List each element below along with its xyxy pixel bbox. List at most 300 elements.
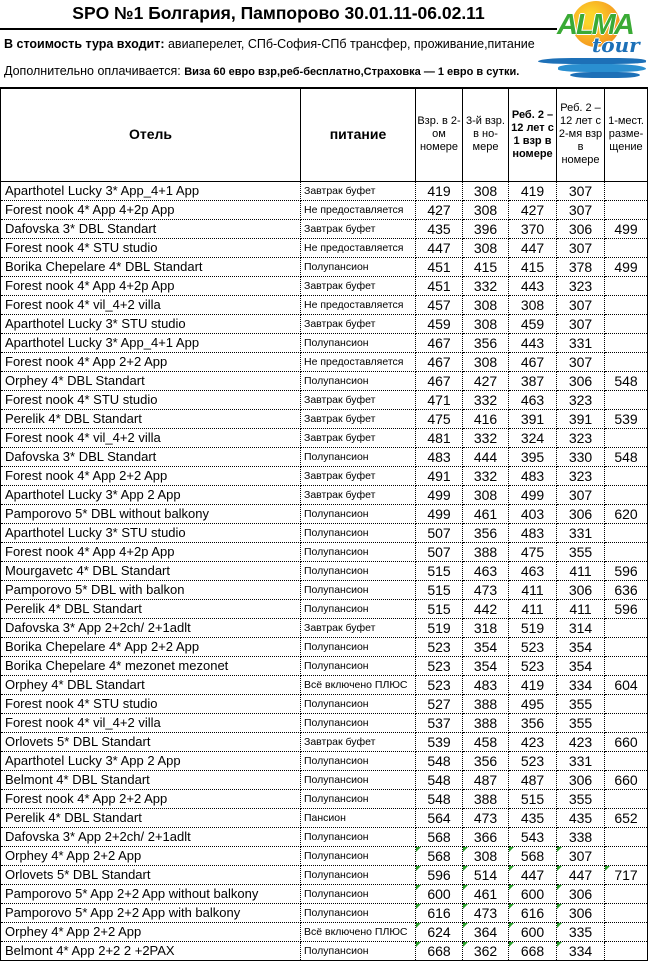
price-child-2adults-cell: 306 bbox=[557, 903, 605, 922]
hotel-cell: Forest nook 4* STU studio bbox=[1, 238, 301, 257]
price-single-cell: 596 bbox=[605, 599, 648, 618]
price-child-1adult-cell: 447 bbox=[509, 865, 557, 884]
hotel-cell: Borika Chepelare 4* DBL Standart bbox=[1, 257, 301, 276]
price-adult-double-cell: 427 bbox=[416, 200, 463, 219]
price-adult-double-cell: 419 bbox=[416, 181, 463, 200]
price-single-cell bbox=[605, 352, 648, 371]
price-child-1adult-cell: 324 bbox=[509, 428, 557, 447]
price-single-cell: 499 bbox=[605, 219, 648, 238]
table-row bbox=[1, 295, 648, 314]
hotel-cell: Forest nook 4* App 4+2p App bbox=[1, 276, 301, 295]
price-child-2adults-cell: 307 bbox=[557, 846, 605, 865]
green-triangle-indicator bbox=[416, 942, 421, 947]
table-row bbox=[1, 637, 648, 656]
hotel-cell: Aparthotel Lucky 3* STU studio bbox=[1, 523, 301, 542]
price-adult-double-cell: 507 bbox=[416, 523, 463, 542]
table-row bbox=[1, 827, 648, 846]
price-single-cell bbox=[605, 428, 648, 447]
price-child-2adults-cell: 391 bbox=[557, 409, 605, 428]
green-triangle-indicator bbox=[416, 923, 421, 928]
price-third-adult-cell: 308 bbox=[463, 238, 509, 257]
price-child-2adults-cell: 378 bbox=[557, 257, 605, 276]
meal-cell: Полупансион bbox=[301, 447, 416, 466]
price-child-1adult-cell: 443 bbox=[509, 276, 557, 295]
meal-cell: Полупансион bbox=[301, 561, 416, 580]
price-child-1adult-cell: 463 bbox=[509, 561, 557, 580]
green-triangle-indicator bbox=[557, 923, 562, 928]
price-third-adult-cell: 388 bbox=[463, 694, 509, 713]
meal-cell: Полупансион bbox=[301, 542, 416, 561]
col-header-child-with-2-adults: Реб. 2 – 12 лет с 2-мя взр в номере bbox=[557, 88, 605, 181]
price-third-adult-cell: 416 bbox=[463, 409, 509, 428]
price-single-cell: 660 bbox=[605, 770, 648, 789]
price-child-2adults-cell: 355 bbox=[557, 694, 605, 713]
hotel-cell: Forest nook 4* App 2+2 App bbox=[1, 789, 301, 808]
price-adult-double-cell: 616 bbox=[416, 903, 463, 922]
hotel-cell: Dafovska 3* App 2+2ch/ 2+1adlt bbox=[1, 618, 301, 637]
table-row bbox=[1, 200, 648, 219]
hotel-cell: Pamporovo 5* App 2+2 App without balkony bbox=[1, 884, 301, 903]
green-triangle-indicator bbox=[416, 866, 421, 871]
price-child-1adult-cell: 356 bbox=[509, 713, 557, 732]
price-third-adult-cell: 444 bbox=[463, 447, 509, 466]
table-row bbox=[1, 542, 648, 561]
price-third-adult-cell: 308 bbox=[463, 352, 509, 371]
price-adult-double-cell: 515 bbox=[416, 599, 463, 618]
hotel-cell: Forest nook 4* STU studio bbox=[1, 694, 301, 713]
price-third-adult-cell: 415 bbox=[463, 257, 509, 276]
price-adult-double-cell: 507 bbox=[416, 542, 463, 561]
price-child-2adults-cell: 314 bbox=[557, 618, 605, 637]
green-triangle-indicator bbox=[416, 904, 421, 909]
price-child-2adults-cell: 355 bbox=[557, 713, 605, 732]
price-single-cell: 620 bbox=[605, 504, 648, 523]
price-child-1adult-cell: 495 bbox=[509, 694, 557, 713]
price-single-cell bbox=[605, 903, 648, 922]
price-child-1adult-cell: 483 bbox=[509, 466, 557, 485]
price-child-1adult-cell: 395 bbox=[509, 447, 557, 466]
price-child-1adult-cell: 370 bbox=[509, 219, 557, 238]
includes-line bbox=[4, 37, 649, 51]
price-child-2adults-cell: 411 bbox=[557, 599, 605, 618]
meal-cell: Всё включено ПЛЮС bbox=[301, 922, 416, 941]
price-child-2adults-cell: 307 bbox=[557, 352, 605, 371]
price-adult-double-cell: 527 bbox=[416, 694, 463, 713]
hotel-cell: Forest nook 4* App 2+2 App bbox=[1, 466, 301, 485]
includes-text: авиаперелет, СПб-София-СПб трансфер, проживание,питание bbox=[167, 37, 535, 51]
price-child-1adult-cell: 415 bbox=[509, 257, 557, 276]
price-child-1adult-cell: 475 bbox=[509, 542, 557, 561]
meal-cell: Полупансион bbox=[301, 941, 416, 960]
green-triangle-indicator bbox=[463, 923, 468, 928]
col-header-child-with-1-adult: Реб. 2 – 12 лет с 1 взр в номере bbox=[509, 88, 557, 181]
price-third-adult-cell: 332 bbox=[463, 428, 509, 447]
price-child-1adult-cell: 308 bbox=[509, 295, 557, 314]
price-third-adult-cell: 362 bbox=[463, 941, 509, 960]
green-triangle-indicator bbox=[509, 866, 514, 871]
meal-cell: Завтрак буфет bbox=[301, 732, 416, 751]
price-adult-double-cell: 467 bbox=[416, 352, 463, 371]
green-triangle-indicator bbox=[557, 904, 562, 909]
price-adult-double-cell: 499 bbox=[416, 504, 463, 523]
price-child-1adult-cell: 411 bbox=[509, 599, 557, 618]
price-single-cell bbox=[605, 694, 648, 713]
meal-cell: Пансион bbox=[301, 808, 416, 827]
col-header-meal: питание bbox=[301, 88, 416, 181]
price-child-2adults-cell: 447 bbox=[557, 865, 605, 884]
price-child-2adults-cell: 307 bbox=[557, 200, 605, 219]
table-row bbox=[1, 181, 648, 200]
table-row bbox=[1, 466, 648, 485]
hotel-cell: Forest nook 4* vil_4+2 villa bbox=[1, 428, 301, 447]
price-adult-double-cell: 668 bbox=[416, 941, 463, 960]
price-adult-double-cell: 475 bbox=[416, 409, 463, 428]
price-adult-double-cell: 548 bbox=[416, 770, 463, 789]
hotel-cell: Forest nook 4* STU studio bbox=[1, 390, 301, 409]
price-adult-double-cell: 451 bbox=[416, 276, 463, 295]
price-adult-double-cell: 519 bbox=[416, 618, 463, 637]
hotel-cell: Orlovets 5* DBL Standart bbox=[1, 865, 301, 884]
price-adult-double-cell: 467 bbox=[416, 333, 463, 352]
meal-cell: Полупансион bbox=[301, 884, 416, 903]
hotel-cell: Dafovska 3* App 2+2ch/ 2+1adlt bbox=[1, 827, 301, 846]
meal-cell: Полупансион bbox=[301, 333, 416, 352]
price-single-cell bbox=[605, 884, 648, 903]
hotel-cell: Pamporovo 5* DBL with balkon bbox=[1, 580, 301, 599]
price-adult-double-cell: 451 bbox=[416, 257, 463, 276]
price-child-1adult-cell: 543 bbox=[509, 827, 557, 846]
price-adult-double-cell: 483 bbox=[416, 447, 463, 466]
price-single-cell bbox=[605, 846, 648, 865]
meal-cell: Завтрак буфет bbox=[301, 314, 416, 333]
price-single-cell bbox=[605, 922, 648, 941]
price-child-1adult-cell: 463 bbox=[509, 390, 557, 409]
price-third-adult-cell: 308 bbox=[463, 846, 509, 865]
table-row bbox=[1, 865, 648, 884]
price-child-2adults-cell: 330 bbox=[557, 447, 605, 466]
meal-cell: Полупансион bbox=[301, 865, 416, 884]
price-adult-double-cell: 600 bbox=[416, 884, 463, 903]
price-child-2adults-cell: 331 bbox=[557, 751, 605, 770]
green-triangle-indicator bbox=[557, 847, 562, 852]
price-child-1adult-cell: 600 bbox=[509, 922, 557, 941]
hotel-cell: Belmont 4* App 2+2 2 +2PAX bbox=[1, 941, 301, 960]
meal-cell: Полупансион bbox=[301, 751, 416, 770]
price-third-adult-cell: 332 bbox=[463, 466, 509, 485]
meal-cell: Завтрак буфет bbox=[301, 618, 416, 637]
price-adult-double-cell: 467 bbox=[416, 371, 463, 390]
hotel-cell: Borika Chepelare 4* App 2+2 App bbox=[1, 637, 301, 656]
price-adult-double-cell: 624 bbox=[416, 922, 463, 941]
price-single-cell bbox=[605, 485, 648, 504]
price-adult-double-cell: 459 bbox=[416, 314, 463, 333]
price-single-cell bbox=[605, 637, 648, 656]
price-third-adult-cell: 332 bbox=[463, 276, 509, 295]
price-single-cell bbox=[605, 542, 648, 561]
meal-cell: Полупансион bbox=[301, 713, 416, 732]
hotel-cell: Orphey 4* DBL Standart bbox=[1, 371, 301, 390]
green-triangle-indicator bbox=[557, 942, 562, 947]
table-row bbox=[1, 561, 648, 580]
price-adult-double-cell: 523 bbox=[416, 637, 463, 656]
table-header-row bbox=[1, 88, 648, 181]
col-header-third-adult: 3-й взр. в но-мере bbox=[463, 88, 509, 181]
price-child-1adult-cell: 419 bbox=[509, 181, 557, 200]
price-child-1adult-cell: 668 bbox=[509, 941, 557, 960]
logo-brand-text: ALMA bbox=[557, 9, 633, 41]
table-row bbox=[1, 314, 648, 333]
price-child-2adults-cell: 423 bbox=[557, 732, 605, 751]
price-third-adult-cell: 354 bbox=[463, 637, 509, 656]
price-child-1adult-cell: 411 bbox=[509, 580, 557, 599]
hotel-cell: Aparthotel Lucky 3* App_4+1 App bbox=[1, 181, 301, 200]
price-third-adult-cell: 354 bbox=[463, 656, 509, 675]
table-row bbox=[1, 599, 648, 618]
table-row bbox=[1, 846, 648, 865]
price-child-2adults-cell: 354 bbox=[557, 656, 605, 675]
price-third-adult-cell: 514 bbox=[463, 865, 509, 884]
table-row bbox=[1, 276, 648, 295]
price-adult-double-cell: 471 bbox=[416, 390, 463, 409]
hotel-cell: Forest nook 4* App 4+2p App bbox=[1, 542, 301, 561]
price-adult-double-cell: 481 bbox=[416, 428, 463, 447]
price-third-adult-cell: 308 bbox=[463, 295, 509, 314]
table-row bbox=[1, 238, 648, 257]
meal-cell: Полупансион bbox=[301, 903, 416, 922]
price-single-cell bbox=[605, 941, 648, 960]
table-row bbox=[1, 618, 648, 637]
hotel-cell: Perelik 4* DBL Standart bbox=[1, 599, 301, 618]
price-third-adult-cell: 461 bbox=[463, 884, 509, 903]
table-row bbox=[1, 732, 648, 751]
table-row bbox=[1, 713, 648, 732]
meal-cell: Полупансион bbox=[301, 523, 416, 542]
price-single-cell: 548 bbox=[605, 371, 648, 390]
price-third-adult-cell: 318 bbox=[463, 618, 509, 637]
price-child-2adults-cell: 338 bbox=[557, 827, 605, 846]
meal-cell: Полупансион bbox=[301, 846, 416, 865]
green-triangle-indicator bbox=[509, 885, 514, 890]
hotel-cell: Forest nook 4* App 2+2 App bbox=[1, 352, 301, 371]
hotel-cell: Forest nook 4* vil_4+2 villa bbox=[1, 295, 301, 314]
price-child-2adults-cell: 306 bbox=[557, 504, 605, 523]
price-single-cell bbox=[605, 314, 648, 333]
price-single-cell: 652 bbox=[605, 808, 648, 827]
meal-cell: Не предоставляется bbox=[301, 238, 416, 257]
price-child-2adults-cell: 331 bbox=[557, 523, 605, 542]
meal-cell: Полупансион bbox=[301, 580, 416, 599]
price-single-cell bbox=[605, 333, 648, 352]
price-adult-double-cell: 568 bbox=[416, 846, 463, 865]
price-single-cell: 660 bbox=[605, 732, 648, 751]
hotel-cell: Mourgavetc 4* DBL Standart bbox=[1, 561, 301, 580]
green-triangle-indicator bbox=[557, 866, 562, 871]
price-child-1adult-cell: 419 bbox=[509, 675, 557, 694]
green-triangle-indicator bbox=[557, 885, 562, 890]
alma-tour-logo bbox=[556, 1, 648, 79]
price-child-1adult-cell: 427 bbox=[509, 200, 557, 219]
price-child-1adult-cell: 519 bbox=[509, 618, 557, 637]
hotel-cell: Pamporovo 5* App 2+2 App with balkony bbox=[1, 903, 301, 922]
price-child-1adult-cell: 443 bbox=[509, 333, 557, 352]
price-child-1adult-cell: 600 bbox=[509, 884, 557, 903]
green-triangle-indicator bbox=[605, 866, 610, 871]
price-third-adult-cell: 427 bbox=[463, 371, 509, 390]
price-third-adult-cell: 458 bbox=[463, 732, 509, 751]
extra-cost-text: Виза 60 евро взр,реб-бесплатно,Страховка — 1 евро в сутки. bbox=[184, 66, 520, 78]
table-row bbox=[1, 675, 648, 694]
meal-cell: Завтрак буфет bbox=[301, 409, 416, 428]
col-header-hotel: Отель bbox=[1, 88, 301, 181]
price-single-cell bbox=[605, 656, 648, 675]
price-child-1adult-cell: 467 bbox=[509, 352, 557, 371]
price-single-cell bbox=[605, 390, 648, 409]
price-child-2adults-cell: 323 bbox=[557, 390, 605, 409]
table-row bbox=[1, 751, 648, 770]
meal-cell: Завтрак буфет bbox=[301, 181, 416, 200]
price-adult-double-cell: 515 bbox=[416, 580, 463, 599]
table-row bbox=[1, 409, 648, 428]
price-single-cell bbox=[605, 827, 648, 846]
price-child-2adults-cell: 335 bbox=[557, 922, 605, 941]
price-table bbox=[0, 87, 648, 961]
price-third-adult-cell: 473 bbox=[463, 580, 509, 599]
price-child-2adults-cell: 306 bbox=[557, 219, 605, 238]
meal-cell: Полупансион bbox=[301, 504, 416, 523]
price-single-cell: 548 bbox=[605, 447, 648, 466]
hotel-cell: Dafovska 3* DBL Standart bbox=[1, 219, 301, 238]
table-row bbox=[1, 922, 648, 941]
green-triangle-indicator bbox=[463, 866, 468, 871]
includes-label: В стоимость тура входит: bbox=[4, 37, 165, 51]
meal-cell: Полупансион bbox=[301, 637, 416, 656]
table-row bbox=[1, 485, 648, 504]
price-single-cell bbox=[605, 789, 648, 808]
price-child-2adults-cell: 435 bbox=[557, 808, 605, 827]
price-child-1adult-cell: 387 bbox=[509, 371, 557, 390]
price-third-adult-cell: 473 bbox=[463, 903, 509, 922]
meal-cell: Не предоставляется bbox=[301, 200, 416, 219]
price-adult-double-cell: 537 bbox=[416, 713, 463, 732]
table-row bbox=[1, 352, 648, 371]
green-triangle-indicator bbox=[509, 942, 514, 947]
green-triangle-indicator bbox=[463, 885, 468, 890]
price-third-adult-cell: 388 bbox=[463, 542, 509, 561]
price-third-adult-cell: 396 bbox=[463, 219, 509, 238]
hotel-cell: Perelik 4* DBL Standart bbox=[1, 409, 301, 428]
hotel-cell: Forest nook 4* vil_4+2 villa bbox=[1, 713, 301, 732]
price-third-adult-cell: 487 bbox=[463, 770, 509, 789]
price-child-2adults-cell: 306 bbox=[557, 884, 605, 903]
hotel-cell: Aparthotel Lucky 3* STU studio bbox=[1, 314, 301, 333]
price-third-adult-cell: 388 bbox=[463, 789, 509, 808]
page-title: SPO №1 Болгария, Пампорово 30.01.11-06.02.11 bbox=[0, 0, 557, 30]
meal-cell: Завтрак буфет bbox=[301, 466, 416, 485]
price-single-cell bbox=[605, 523, 648, 542]
price-table-body bbox=[1, 181, 648, 960]
hotel-cell: Perelik 4* DBL Standart bbox=[1, 808, 301, 827]
price-third-adult-cell: 483 bbox=[463, 675, 509, 694]
price-single-cell bbox=[605, 276, 648, 295]
table-row bbox=[1, 789, 648, 808]
green-triangle-indicator bbox=[509, 904, 514, 909]
price-single-cell: 717 bbox=[605, 865, 648, 884]
price-single-cell bbox=[605, 618, 648, 637]
price-single-cell bbox=[605, 713, 648, 732]
meal-cell: Завтрак буфет bbox=[301, 219, 416, 238]
price-third-adult-cell: 308 bbox=[463, 485, 509, 504]
price-single-cell: 604 bbox=[605, 675, 648, 694]
green-triangle-indicator bbox=[463, 904, 468, 909]
price-child-1adult-cell: 403 bbox=[509, 504, 557, 523]
price-third-adult-cell: 366 bbox=[463, 827, 509, 846]
price-child-1adult-cell: 391 bbox=[509, 409, 557, 428]
meal-cell: Не предоставляется bbox=[301, 295, 416, 314]
price-single-cell bbox=[605, 295, 648, 314]
hotel-cell: Belmont 4* DBL Standart bbox=[1, 770, 301, 789]
price-child-1adult-cell: 523 bbox=[509, 751, 557, 770]
price-adult-double-cell: 499 bbox=[416, 485, 463, 504]
hotel-cell: Orphey 4* App 2+2 App bbox=[1, 922, 301, 941]
meal-cell: Всё включено ПЛЮС bbox=[301, 675, 416, 694]
table-row bbox=[1, 523, 648, 542]
price-child-2adults-cell: 307 bbox=[557, 181, 605, 200]
price-child-2adults-cell: 323 bbox=[557, 276, 605, 295]
price-single-cell bbox=[605, 751, 648, 770]
meal-cell: Завтрак буфет bbox=[301, 390, 416, 409]
price-child-2adults-cell: 307 bbox=[557, 295, 605, 314]
price-third-adult-cell: 442 bbox=[463, 599, 509, 618]
col-header-adult-in-double: Взр. в 2-ом номере bbox=[416, 88, 463, 181]
price-adult-double-cell: 515 bbox=[416, 561, 463, 580]
green-triangle-indicator bbox=[463, 942, 468, 947]
price-child-2adults-cell: 306 bbox=[557, 580, 605, 599]
price-adult-double-cell: 523 bbox=[416, 656, 463, 675]
price-single-cell: 539 bbox=[605, 409, 648, 428]
table-row bbox=[1, 770, 648, 789]
price-child-1adult-cell: 515 bbox=[509, 789, 557, 808]
table-row bbox=[1, 504, 648, 523]
table-row bbox=[1, 390, 648, 409]
price-child-2adults-cell: 334 bbox=[557, 675, 605, 694]
price-third-adult-cell: 356 bbox=[463, 333, 509, 352]
wave-icon bbox=[558, 64, 646, 72]
price-adult-double-cell: 539 bbox=[416, 732, 463, 751]
meal-cell: Полупансион bbox=[301, 656, 416, 675]
price-third-adult-cell: 356 bbox=[463, 751, 509, 770]
table-row bbox=[1, 257, 648, 276]
price-adult-double-cell: 564 bbox=[416, 808, 463, 827]
price-third-adult-cell: 308 bbox=[463, 181, 509, 200]
meal-cell: Полупансион bbox=[301, 789, 416, 808]
price-single-cell: 636 bbox=[605, 580, 648, 599]
table-row bbox=[1, 884, 648, 903]
price-child-1adult-cell: 459 bbox=[509, 314, 557, 333]
table-row bbox=[1, 694, 648, 713]
extra-cost-line bbox=[4, 64, 649, 78]
price-single-cell bbox=[605, 181, 648, 200]
table-row bbox=[1, 333, 648, 352]
hotel-cell: Aparthotel Lucky 3* App_4+1 App bbox=[1, 333, 301, 352]
table-row bbox=[1, 580, 648, 599]
price-third-adult-cell: 356 bbox=[463, 523, 509, 542]
price-third-adult-cell: 463 bbox=[463, 561, 509, 580]
hotel-cell: Borika Chepelare 4* mezonet mezonet bbox=[1, 656, 301, 675]
price-single-cell bbox=[605, 200, 648, 219]
price-child-2adults-cell: 307 bbox=[557, 314, 605, 333]
table-row bbox=[1, 903, 648, 922]
meal-cell: Завтрак буфет bbox=[301, 485, 416, 504]
